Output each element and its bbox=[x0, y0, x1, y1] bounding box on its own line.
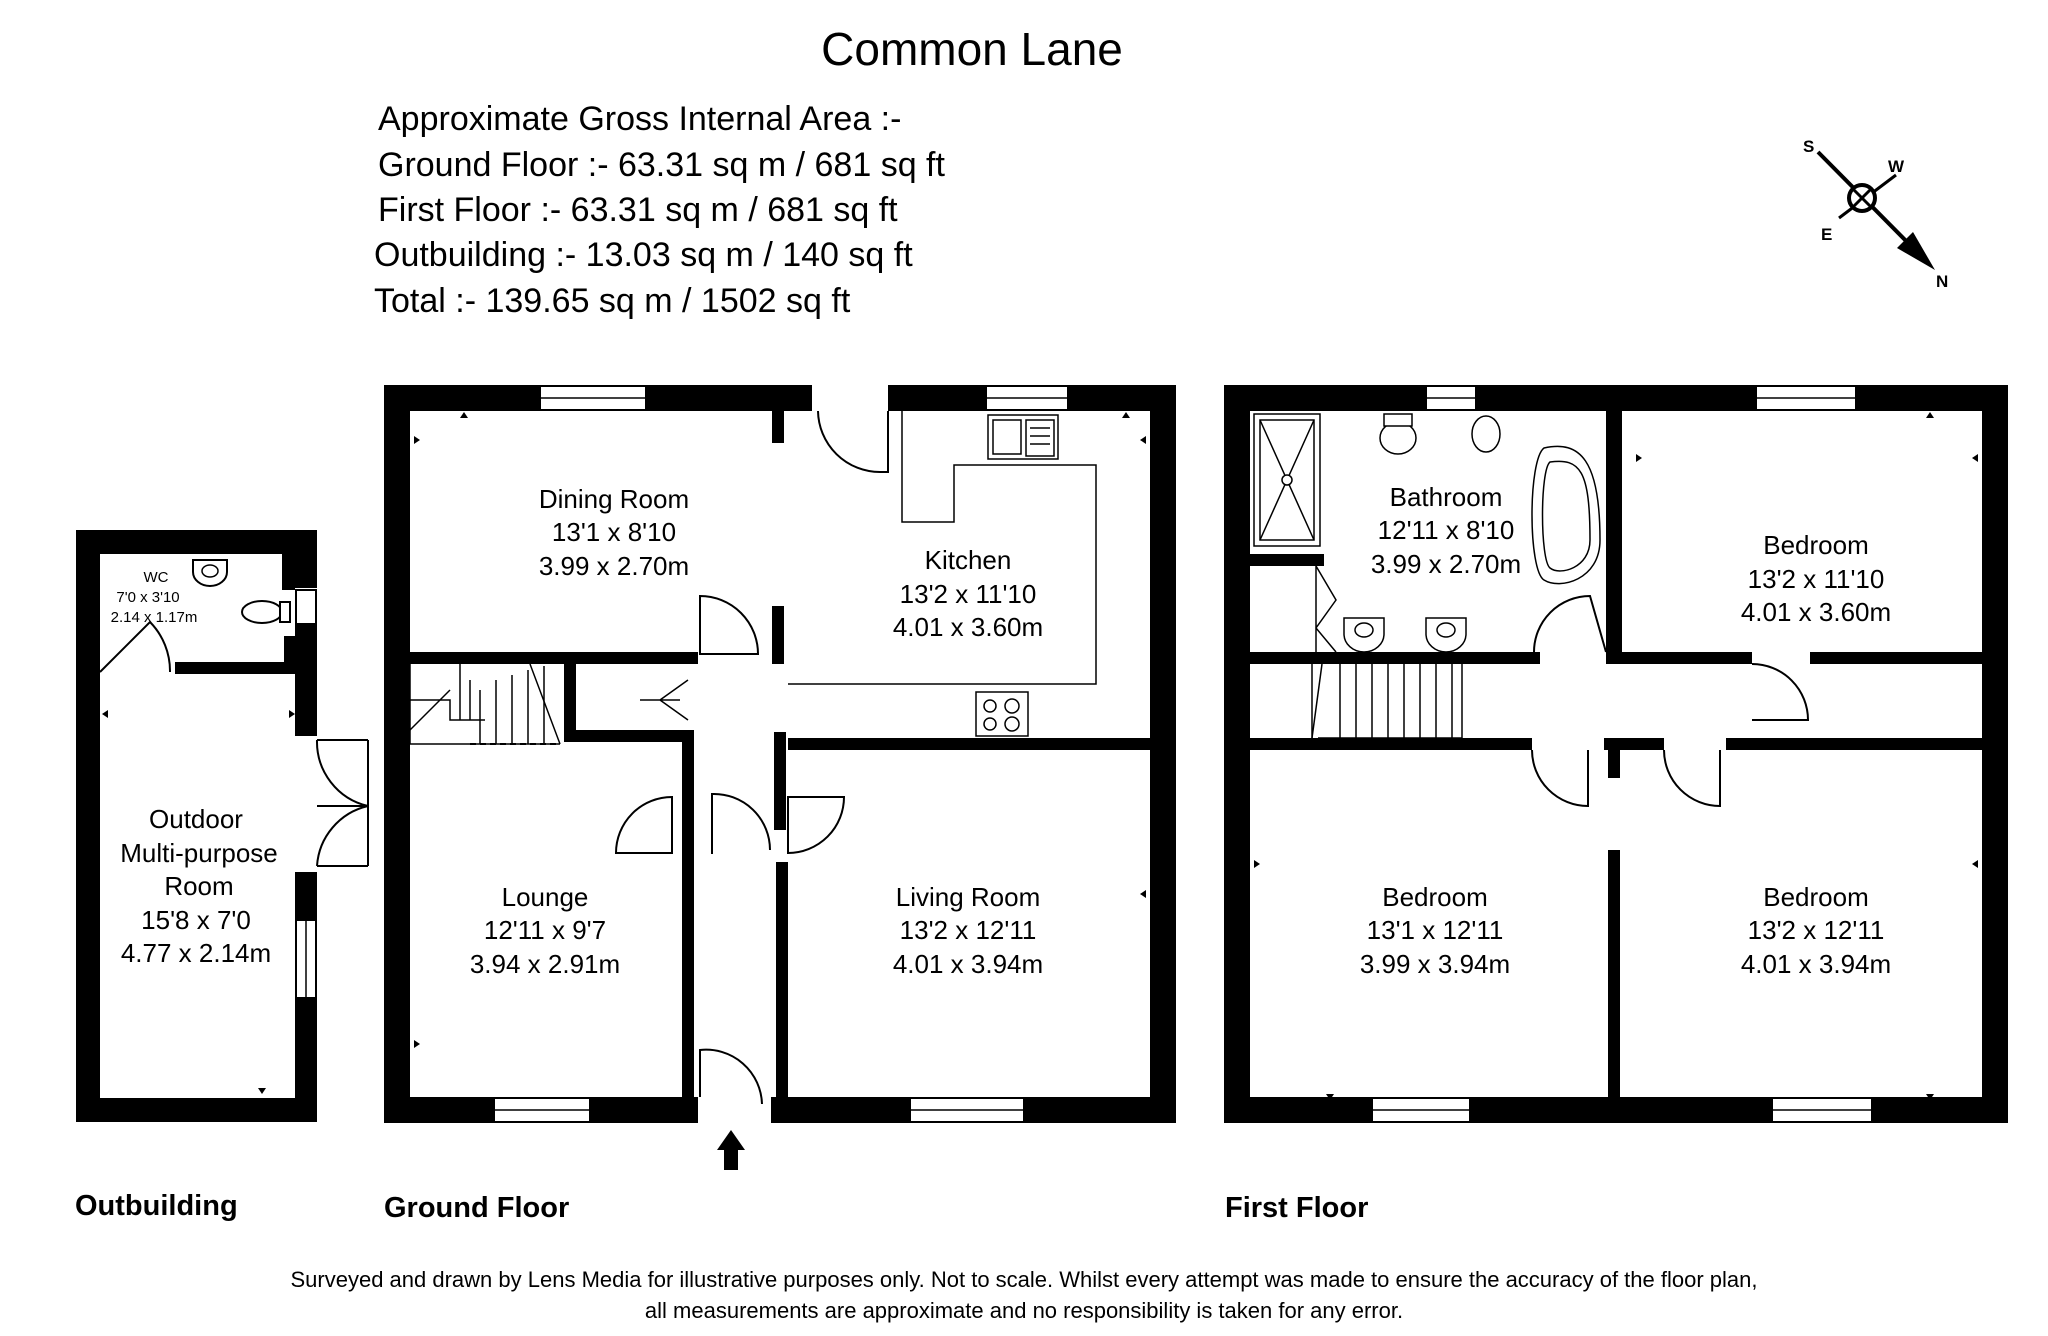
wc-imperial: 7'0 x 3'10 bbox=[116, 589, 180, 606]
area-total: Total :- 139.65 sq m / 1502 sq ft bbox=[374, 282, 851, 320]
area-heading: Approximate Gross Internal Area :- bbox=[378, 100, 902, 138]
compass-s: S bbox=[1803, 137, 1815, 156]
bedroom-bottom-left-imperial: 13'1 x 12'11 bbox=[1366, 915, 1504, 945]
outdoor-room-imperial: 15'8 x 7'0 bbox=[141, 905, 251, 935]
section-first-floor: First Floor bbox=[1225, 1192, 1369, 1224]
dining-room-name: Dining Room bbox=[538, 484, 690, 514]
kitchen-name: Kitchen bbox=[924, 545, 1012, 575]
living-room-metric: 4.01 x 3.94m bbox=[892, 949, 1044, 979]
bedroom-bottom-left-metric: 3.99 x 3.94m bbox=[1359, 949, 1511, 979]
compass-icon bbox=[1803, 137, 1948, 291]
bathroom-metric: 3.99 x 2.70m bbox=[1370, 549, 1522, 579]
section-outbuilding: Outbuilding bbox=[75, 1190, 238, 1222]
outdoor-room-name-3: Room bbox=[164, 871, 234, 901]
bedroom-top-right-imperial: 13'2 x 11'10 bbox=[1747, 564, 1885, 594]
bedroom-bottom-right-name: Bedroom bbox=[1763, 882, 1869, 912]
bedroom-bottom-left-name: Bedroom bbox=[1382, 882, 1488, 912]
disclaimer-line-1: Surveyed and drawn by Lens Media for illustrative purposes only. Not to scale. Whilst every attempt was made to ensure the accuracy of the floor plan, bbox=[290, 1267, 1758, 1292]
dining-room-imperial: 13'1 x 8'10 bbox=[551, 517, 677, 547]
area-first-floor: First Floor :- 63.31 sq m / 681 sq ft bbox=[378, 191, 898, 229]
bedroom-bottom-right-metric: 4.01 x 3.94m bbox=[1740, 949, 1892, 979]
outdoor-room-metric: 4.77 x 2.14m bbox=[120, 938, 272, 968]
dining-room-metric: 3.99 x 2.70m bbox=[538, 551, 690, 581]
compass-e: E bbox=[1821, 225, 1833, 244]
lounge-name: Lounge bbox=[501, 882, 589, 912]
kitchen-imperial: 13'2 x 11'10 bbox=[899, 579, 1037, 609]
bathroom-imperial: 12'11 x 8'10 bbox=[1377, 515, 1515, 545]
area-outbuilding: Outbuilding :- 13.03 sq m / 140 sq ft bbox=[374, 236, 913, 274]
compass-n: N bbox=[1936, 272, 1949, 291]
living-room-name: Living Room bbox=[895, 882, 1041, 912]
first-floor-plan bbox=[1224, 385, 2008, 1123]
outdoor-room-name-2: Multi-purpose bbox=[120, 838, 278, 868]
living-room-imperial: 13'2 x 12'11 bbox=[899, 915, 1037, 945]
area-ground-floor: Ground Floor :- 63.31 sq m / 681 sq ft bbox=[378, 146, 945, 184]
wc-name: WC bbox=[143, 569, 169, 586]
outdoor-room-name-1: Outdoor bbox=[149, 804, 243, 834]
wc-metric: 2.14 x 1.17m bbox=[110, 609, 198, 626]
lounge-metric: 3.94 x 2.91m bbox=[469, 949, 621, 979]
ground-floor-plan bbox=[384, 385, 1176, 1170]
bedroom-top-right-metric: 4.01 x 3.60m bbox=[1740, 597, 1892, 627]
lounge-imperial: 12'11 x 9'7 bbox=[483, 915, 607, 945]
bedroom-bottom-right-imperial: 13'2 x 12'11 bbox=[1747, 915, 1885, 945]
kitchen-metric: 4.01 x 3.60m bbox=[892, 612, 1044, 642]
bedroom-top-right-name: Bedroom bbox=[1763, 530, 1869, 560]
disclaimer-line-2: all measurements are approximate and no responsibility is taken for any error. bbox=[644, 1298, 1404, 1323]
section-ground-floor: Ground Floor bbox=[384, 1192, 570, 1224]
compass-w: W bbox=[1888, 157, 1905, 176]
plan-title: Common Lane bbox=[821, 23, 1123, 75]
bathroom-name: Bathroom bbox=[1389, 482, 1503, 512]
